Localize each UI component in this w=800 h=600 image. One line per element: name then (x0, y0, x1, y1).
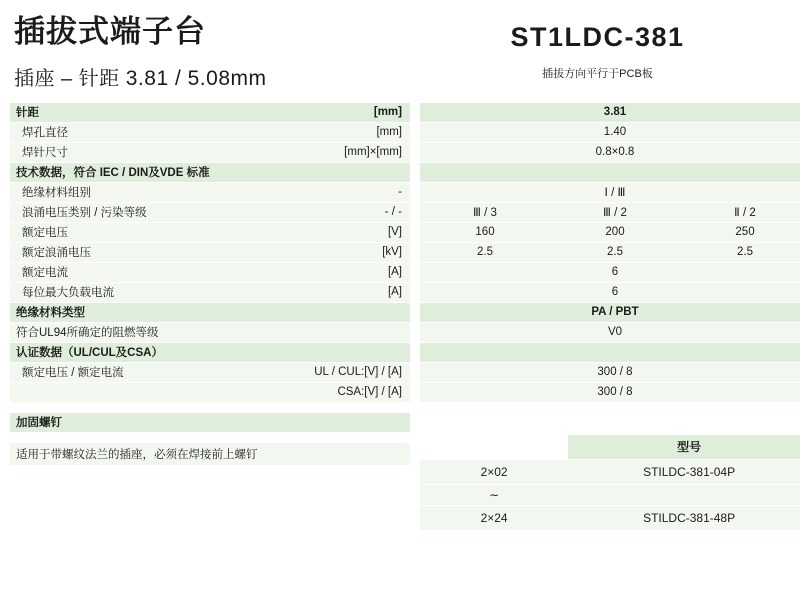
spec-unit: - (258, 182, 410, 202)
part-number: ST1LDC-381 (510, 22, 685, 52)
screw-section-note: 适用于带螺纹法兰的插座，必须在焊接前上螺钉 (10, 443, 410, 466)
spec-label-column (10, 103, 410, 531)
spec-value: 300 / 8 (420, 362, 800, 382)
spec-value: 250 (735, 226, 755, 239)
spec-value: PA / PBT (420, 302, 800, 322)
table-row (420, 342, 800, 362)
spec-label: 浪涌电压类别 / 污染等级 (10, 202, 258, 222)
spec-value: 3.81 (420, 103, 800, 123)
model-number: STILDC-381-48P (568, 505, 800, 530)
spec-value: 0.8×0.8 (420, 142, 800, 162)
table-row (10, 242, 410, 262)
spec-section-heading: 认证数据（UL/CUL及CSA） (10, 342, 258, 362)
table-row (10, 162, 410, 182)
spec-unit: [A] (258, 262, 410, 282)
spec-unit: [kV] (258, 242, 410, 262)
spec-value: Ⅲ / 2 (603, 207, 627, 220)
spec-label: 绝缘材料组别 (10, 182, 258, 202)
model-positions: 2×02 (420, 459, 568, 484)
spec-label: 额定电压 (10, 222, 258, 242)
spec-value: 2.5 (737, 246, 753, 259)
spec-value: 1.40 (420, 122, 800, 142)
page-title: 插拔式端子台 (14, 14, 206, 49)
spec-unit: [mm]×[mm] (258, 142, 410, 162)
spec-unit (258, 162, 410, 182)
table-row (10, 413, 410, 433)
spec-unit (258, 322, 410, 342)
subtitle-label: 插座 – 针距 (14, 67, 120, 90)
spec-value: Ⅲ / 3 (473, 207, 497, 220)
spec-value: V0 (420, 322, 800, 342)
spec-value (420, 162, 800, 182)
table-row (420, 435, 800, 460)
spec-unit: - / - (258, 202, 410, 222)
table-row (420, 162, 800, 182)
spec-tables (10, 103, 790, 531)
table-row (10, 382, 410, 402)
table-row (420, 242, 800, 262)
model-range-blank (568, 484, 800, 505)
table-row (420, 322, 800, 342)
model-positions: 2×24 (420, 505, 568, 530)
table-row (10, 362, 410, 382)
table-row (420, 103, 800, 123)
table-row (10, 443, 410, 466)
model-number: STILDC-381-04P (568, 459, 800, 484)
spec-label: 焊孔直径 (10, 122, 258, 142)
spec-unit: UL / CUL:[V] / [A] (258, 362, 410, 382)
spec-label: 针距 (10, 103, 258, 123)
three-column-values (420, 226, 800, 238)
page-header (10, 10, 790, 91)
spec-label: 额定电压 / 额定电流 (10, 362, 258, 382)
table-row (10, 202, 410, 222)
part-note: 插拔方向平行于PCB板 (542, 68, 653, 80)
spec-value: 160 (475, 226, 495, 239)
table-row (10, 322, 410, 342)
header-left (10, 10, 405, 91)
spec-value: 6 (420, 262, 800, 282)
subtitle-value: 3.81 / 5.08mm (125, 66, 267, 90)
spec-value-group (420, 222, 800, 242)
spec-unit: [mm] (258, 103, 410, 123)
spacer-cell (10, 402, 410, 413)
spec-value-column (420, 103, 800, 531)
spec-unit (258, 302, 410, 322)
table-row (420, 142, 800, 162)
table-spacer (10, 432, 410, 443)
table-row (420, 362, 800, 382)
spec-value: Ⅱ / 2 (734, 207, 756, 220)
table-row (10, 103, 410, 123)
table-row (420, 282, 800, 302)
screw-section-heading: 加固螺钉 (10, 413, 410, 433)
table-row (10, 222, 410, 242)
spacer-cell (10, 432, 410, 443)
table-row (420, 459, 800, 484)
spec-value: 6 (420, 282, 800, 302)
spec-value-table (420, 103, 800, 403)
spec-label: 额定电流 (10, 262, 258, 282)
table-row (10, 262, 410, 282)
table-row (10, 302, 410, 322)
table-row (420, 182, 800, 202)
table-spacer (10, 402, 410, 413)
table-row (10, 282, 410, 302)
spec-label (10, 382, 258, 402)
page-subtitle (14, 62, 405, 91)
spec-unit: CSA:[V] / [A] (258, 382, 410, 402)
table-row (10, 182, 410, 202)
table-row (420, 202, 800, 222)
spec-unit: [mm] (258, 122, 410, 142)
spec-value: 200 (605, 226, 625, 239)
model-table (420, 435, 800, 531)
spec-section-heading: 技术数据，符合 IEC / DIN及VDE 标准 (10, 162, 258, 182)
spec-label: 额定浪涌电压 (10, 242, 258, 262)
spec-label: 焊针尺寸 (10, 142, 258, 162)
three-column-values (420, 205, 800, 219)
spec-section-heading: 绝缘材料类型 (10, 302, 258, 322)
table-row (420, 222, 800, 242)
model-header-right: 型号 (568, 435, 800, 460)
table-row (420, 302, 800, 322)
spec-value: 2.5 (477, 246, 493, 259)
spec-value (420, 342, 800, 362)
table-row (10, 342, 410, 362)
spec-label: 每位最大负载电流 (10, 282, 258, 302)
table-row (420, 484, 800, 505)
spec-unit: [V] (258, 222, 410, 242)
spec-value-group (420, 202, 800, 222)
table-row (10, 142, 410, 162)
spec-label: 符合UL94所确定的阻燃等级 (10, 322, 258, 342)
spec-value: 300 / 8 (420, 382, 800, 402)
table-row (420, 122, 800, 142)
table-row (10, 122, 410, 142)
table-row (420, 382, 800, 402)
three-column-values (420, 246, 800, 258)
table-row (420, 505, 800, 530)
table-row (420, 262, 800, 282)
spec-value: 2.5 (607, 246, 623, 259)
model-range-indicator: ∼ (420, 484, 568, 505)
header-right (405, 10, 790, 81)
spec-label-table (10, 103, 410, 466)
model-header-left (420, 435, 568, 460)
spec-unit: [A] (258, 282, 410, 302)
spec-value: Ⅰ / Ⅲ (420, 182, 800, 202)
spec-unit (258, 342, 410, 362)
spec-value-group (420, 242, 800, 262)
